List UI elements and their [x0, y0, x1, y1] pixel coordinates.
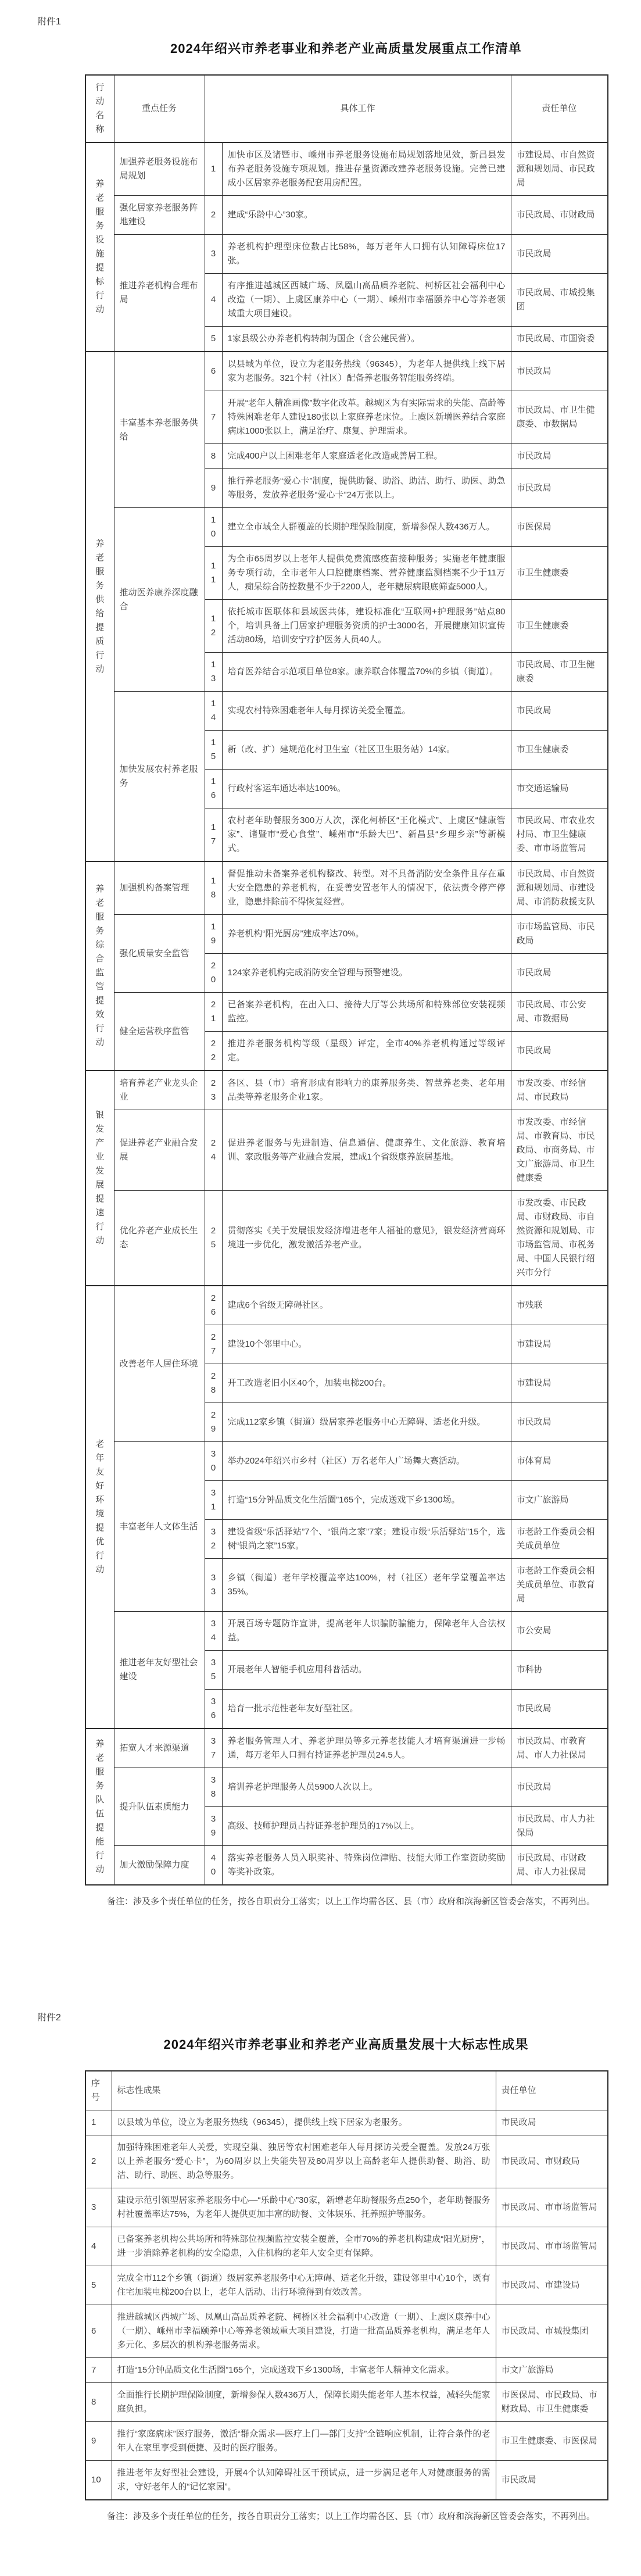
work-text-cell: 乡镇（街道）老年学校覆盖率达100%，村（社区）老年学堂覆盖率达35%。: [222, 1559, 511, 1612]
header-achievement: 标志性成果: [112, 2071, 496, 2110]
work-number-cell: 4: [205, 274, 222, 327]
work-text-cell: 新（改、扩）建规范化村卫生室（社区卫生服务站）14家。: [222, 731, 511, 770]
achievement-text-cell: 已备案养老机构公共场所和特殊部位视频监控安装全覆盖，全市70%的养老机构建成“阳光厨房”，进一步消除养老机构的安全隐患，入住机构的老年人安全更有保障。: [112, 2227, 496, 2266]
attachment2-title: 2024年绍兴市养老事业和养老产业高质量发展十大标志性成果: [163, 2037, 529, 2052]
achievement-row-7: [85, 2358, 608, 2383]
responsible-unit-cell: 市老龄工作委员会相关成员单位、市教育局: [511, 1559, 608, 1612]
achievement-text-cell: 以县域为单位，设立为老服务热线（96345），提供线上线下居家为老服务。: [112, 2110, 496, 2135]
achievement-number-cell: 9: [85, 2422, 112, 2461]
achievement-row-8: [85, 2383, 608, 2422]
achievement-number-cell: 10: [85, 2461, 112, 2500]
key-task-cell: 加强养老服务设施布局规划: [114, 142, 205, 196]
work-text-cell: 建设省级“乐活驿站”7个、“银尚之家”7家；建设市级“乐活驿站”15个，选树“银尚之家”15家。: [222, 1520, 511, 1559]
work-number-cell: 12: [205, 600, 222, 653]
responsible-unit-cell: 市民政局、市建设局: [496, 2266, 608, 2305]
header-key-task: 重点任务: [114, 75, 205, 142]
responsible-unit-cell: 市发改委、市经信局、市教育局、市民政局、市商务局、市文广旅游局、市卫生健康委: [511, 1110, 608, 1191]
work-number-cell: 3: [205, 235, 222, 274]
achievement-row-3: [85, 2188, 608, 2227]
work-number-cell: 8: [205, 444, 222, 469]
attachment2-label: 附件2: [37, 2013, 61, 2023]
work-number-cell: 31: [205, 1481, 222, 1520]
work-number-cell: 24: [205, 1110, 222, 1191]
responsible-unit-cell: 市民政局、市卫生健康委、市数据局: [511, 391, 608, 444]
work-row-10: [85, 508, 608, 547]
responsible-unit-cell: 市民政局: [511, 1768, 608, 1807]
responsible-unit-cell: 市民政局: [511, 692, 608, 731]
work-number-cell: 28: [205, 1364, 222, 1403]
work-text-cell: 养老机构“阳光厨房”建成率达70%。: [222, 915, 511, 954]
responsible-unit-cell: 市卫生健康委: [511, 731, 608, 770]
responsible-unit-cell: 市卫生健康委、市医保局: [496, 2422, 608, 2461]
work-text-cell: 建立全市域全人群覆盖的长期护理保险制度，新增参保人数436万人。: [222, 508, 511, 547]
responsible-unit-cell: 市民政局、市国资委: [511, 327, 608, 352]
work-row-34: [85, 1612, 608, 1651]
work-number-cell: 20: [205, 954, 222, 993]
responsible-unit-cell: 市医保局、市民政局、市财政局、市卫生健康委: [496, 2383, 608, 2422]
achievement-table: [85, 2070, 608, 2500]
key-task-cell: 优化养老产业成长生态: [114, 1191, 205, 1286]
responsible-unit-cell: 市民政局、市公安局、市数据局: [511, 993, 608, 1032]
work-text-cell: 建成“乐龄中心”30家。: [222, 196, 511, 235]
responsible-unit-cell: 市民政局: [511, 1032, 608, 1071]
work-text-cell: 培育一批示范性老年友好型社区。: [222, 1690, 511, 1729]
key-task-cell: 强化质量安全监管: [114, 915, 205, 993]
work-text-cell: 农村老年助餐服务300万人次，深化柯桥区“王化模式”、上虞区“健康管家”、诸暨市“爱心食堂”、嵊州市“乐龄大巴”、新昌县“乡理乡亲”等新模式。: [222, 808, 511, 862]
key-task-cell: 加快发展农村养老服务: [114, 692, 205, 862]
responsible-unit-cell: 市民政局、市市场监管局: [496, 2188, 608, 2227]
action-name-cell-4: 银发产业发展提速行动: [85, 1071, 114, 1286]
work-text-cell: 完成112家乡镇（街道）级居家养老服务中心无障碍、适老化升级。: [222, 1403, 511, 1442]
work-text-cell: 推行养老服务“爱心卡”制度，提供助餐、助浴、助洁、助行、助医、助急等服务，发放养老服务“爱心卡”24万张以上。: [222, 469, 511, 508]
work-text-cell: 督促推动未备案养老机构整改、转型。对不具备消防安全条件且存在重大安全隐患的养老机构，在妥善安置老年人的情况下，依法责令停产停业，隐患排除前不得恢复经营。: [222, 861, 511, 915]
key-task-cell: 提升队伍素质能力: [114, 1768, 205, 1846]
work-number-cell: 13: [205, 653, 222, 692]
work-number-cell: 36: [205, 1690, 222, 1729]
work-number-cell: 7: [205, 391, 222, 444]
responsible-unit-cell: 市民政局: [511, 352, 608, 391]
work-text-cell: 有序推进越城区西城广场、凤凰山高品质养老院、柯桥区社会福利中心改造（一期）、上虞区康养中心（一期）、嵊州市幸福颐养中心等养老领域重大项目建设。: [222, 274, 511, 327]
work-text-cell: 高级、技师护理员占持证养老护理员的17%以上。: [222, 1807, 511, 1846]
achievement-text-cell: 加强特殊困难老年人关爱，实现空巢、独居等农村困难老年人每月探访关爱全覆盖。发放24万张以上养老服务“爱心卡”，为60周岁以上失能失智及80周岁以上高龄老年人提供助餐、助浴、助洁、助行、助医、助急等服务。: [112, 2135, 496, 2188]
responsible-unit-cell: 市民政局、市卫生健康委: [511, 653, 608, 692]
work-number-cell: 27: [205, 1325, 222, 1364]
work-number-cell: 10: [205, 508, 222, 547]
header-responsible-unit: 责任单位: [511, 75, 608, 142]
achievement-number-cell: 2: [85, 2135, 112, 2188]
responsible-unit-cell: 市市场监管局、市民政局: [511, 915, 608, 954]
responsible-unit-cell: 市发改委、市经信局、市民政局: [511, 1071, 608, 1110]
action-name-cell-5: 老年友好环境提优行动: [85, 1286, 114, 1729]
work-text-cell: 开展百场专题防诈宣讲，提高老年人识骗防骗能力，保障老年人合法权益。: [222, 1612, 511, 1651]
work-text-cell: 完成400户以上困难老年人家庭适老化改造或善居工程。: [222, 444, 511, 469]
work-number-cell: 9: [205, 469, 222, 508]
work-number-cell: 37: [205, 1729, 222, 1768]
work-text-cell: 开工改造老旧小区40个，加装电梯200台。: [222, 1364, 511, 1403]
responsible-unit-cell: 市交通运输局: [511, 770, 608, 808]
achievement-text-cell: 建设示范引领型居家养老服务中心—“乐龄中心”30家，新增老年助餐服务点250个，老年助餐服务村社覆盖率达75%，为老年人提供更加丰富的助餐、文体娱乐、托养照护等服务。: [112, 2188, 496, 2227]
achievement-number-cell: 7: [85, 2358, 112, 2383]
responsible-unit-cell: 市民政局: [496, 2461, 608, 2500]
work-number-cell: 14: [205, 692, 222, 731]
achievement-number-cell: 6: [85, 2305, 112, 2358]
work-text-cell: 开展老年人智能手机应用科普活动。: [222, 1651, 511, 1690]
achievement-row-9: [85, 2422, 608, 2461]
work-number-cell: 18: [205, 861, 222, 915]
work-text-cell: 养老服务管理人才、养老护理员等多元养老技能人才培育渠道进一步畅通，每万老年人口拥有持证养老护理员24.5人。: [222, 1729, 511, 1768]
work-number-cell: 25: [205, 1191, 222, 1286]
responsible-unit-cell: 市民政局: [511, 954, 608, 993]
work-number-cell: 17: [205, 808, 222, 862]
work-number-cell: 32: [205, 1520, 222, 1559]
work-number-cell: 2: [205, 196, 222, 235]
work-number-cell: 6: [205, 352, 222, 391]
work-text-cell: 1家县级公办养老机构转制为国企（含公建民营）。: [222, 327, 511, 352]
work-number-cell: 16: [205, 770, 222, 808]
achievement-number-cell: 4: [85, 2227, 112, 2266]
responsible-unit-cell: 市民政局、市人力社保局: [511, 1807, 608, 1846]
work-text-cell: 124家养老机构完成消防安全管理与预警建设。: [222, 954, 511, 993]
key-task-cell: 推动医养康养深度融合: [114, 508, 205, 692]
achievement-text-cell: 推行“家庭病床”医疗服务，激活“群众需求—医疗上门—部门支持”全链响应机制，让符合条件的老年人在家里享受到便捷、及时的医疗服务。: [112, 2422, 496, 2461]
achievement-number-cell: 3: [85, 2188, 112, 2227]
work-number-cell: 30: [205, 1442, 222, 1481]
work-row-25: [85, 1191, 608, 1286]
responsible-unit-cell: 市民政局: [511, 444, 608, 469]
responsible-unit-cell: 市建设局、市自然资源和规划局、市民政局: [511, 142, 608, 196]
work-row-38: [85, 1768, 608, 1807]
work-number-cell: 22: [205, 1032, 222, 1071]
work-row-3: [85, 235, 608, 274]
achievement-number-cell: 1: [85, 2110, 112, 2135]
responsible-unit-cell: 市文广旅游局: [496, 2358, 608, 2383]
work-text-cell: 加快市区及诸暨市、嵊州市养老服务设施布局规划落地见效，新昌县发布养老服务设施专项规划。推进存量资源改建养老服务设施。完善已建成小区居家养老服务配套用房配置。: [222, 142, 511, 196]
responsible-unit-cell: 市民政局、市教育局、市人力社保局: [511, 1729, 608, 1768]
work-text-cell: 各区、县（市）培育形成有影响力的康养服务类、智慧养老类、老年用品类等养老服务企业1家。: [222, 1071, 511, 1110]
work-row-2: [85, 196, 608, 235]
work-number-cell: 1: [205, 142, 222, 196]
work-text-cell: 依托城市医联体和县域医共体，建设标准化“互联网+护理服务”站点80个，培训具备上门居家护理服务资质的护士3000名，开展健康知识宣传活动80场，培训安宁疗护医务人员40人。: [222, 600, 511, 653]
key-task-cell: 推进养老机构合理布局: [114, 235, 205, 352]
achievement-text-cell: 打造“15分钟品质文化生活圈”165个，完成送戏下乡1300场，丰富老年人精神文化需求。: [112, 2358, 496, 2383]
action-name-cell-6: 养老服务队伍提能行动: [85, 1729, 114, 1885]
responsible-unit-cell: 市建设局: [511, 1325, 608, 1364]
responsible-unit-cell: 市民政局、市农业农村局、市卫生健康委、市市场监管局: [511, 808, 608, 862]
achievement-row-4: [85, 2227, 608, 2266]
work-text-cell: 已备案养老机构，在出入口、接待大厅等公共场所和特殊部位安装视频监控。: [222, 993, 511, 1032]
attachment-gap: [0, 1909, 641, 2002]
attachment1-title-wrap: [85, 27, 607, 74]
work-text-cell: 开展“老年人精准画像”数字化改革。越城区为有实际需求的失能、高龄等特殊困难老年人建设180张以上家庭养老床位。上虞区新增医养结合家庭病床1000张以上，满足治疗、康复、护理需求。: [222, 391, 511, 444]
work-text-cell: 培育医养结合示范项目单位8家。康养联合体覆盖70%的乡镇（街道）。: [222, 653, 511, 692]
achievement-row-10: [85, 2461, 608, 2500]
work-text-cell: 举办2024年绍兴市乡村（社区）万名老年人广场舞大赛活动。: [222, 1442, 511, 1481]
work-list-header-row: [85, 75, 608, 142]
key-task-cell: 健全运营秩序监管: [114, 993, 205, 1071]
work-number-cell: 39: [205, 1807, 222, 1846]
responsible-unit-cell: 市民政局、市城投集团: [511, 274, 608, 327]
responsible-unit-cell: 市文广旅游局: [511, 1481, 608, 1520]
work-row-18: [85, 861, 608, 915]
attachment1-note: 备注：涉及多个责任单位的任务，按各自职责分工落实；以上工作均需各区、县（市）政府和滨海新区管委会落实，不再列出。: [107, 1897, 596, 1906]
responsible-unit-cell: 市民政局、市财政局: [496, 2135, 608, 2188]
action-name-cell-1: 养老服务设施提标行动: [85, 142, 114, 352]
work-row-40: [85, 1846, 608, 1886]
work-number-cell: 34: [205, 1612, 222, 1651]
achievement-row-1: [85, 2110, 608, 2135]
responsible-unit-cell: 市残联: [511, 1286, 608, 1325]
responsible-unit-cell: 市民政局、市市场监管局: [496, 2227, 608, 2266]
work-text-cell: 贯彻落实《关于发展银发经济增进老年人福祉的意见》，银发经济营商环境进一步优化，激发激活养老产业。: [222, 1191, 511, 1286]
attachment1-label: 附件1: [37, 17, 61, 27]
work-row-1: [85, 142, 608, 196]
achievement-text-cell: 完成全市112个乡镇（街道）级居家养老服务中心无障碍、适老化升级，建设邻里中心10个，既有住宅加装电梯200台以上，老年人活动、出行环境得到有效改善。: [112, 2266, 496, 2305]
work-number-cell: 40: [205, 1846, 222, 1886]
responsible-unit-cell: 市发改委、市民政局、市财政局、市自然资源和规划局、市市场监管局、市税务局、中国人民银行绍兴市分行: [511, 1191, 608, 1286]
work-number-cell: 11: [205, 547, 222, 600]
responsible-unit-cell: 市民政局: [511, 1403, 608, 1442]
achievement-text-cell: 推进越城区西城广场、凤凰山高品质养老院、柯桥区社会福利中心改造（一期）、上虞区康养中心（一期）、嵊州市幸福颐养中心等养老领域重大项目建设，打造一批高品质养老机构，满足老年人多元化、多层次的机构养老服务需求。: [112, 2305, 496, 2358]
achievement-text-cell: 推进老年友好型社会建设，开展4个认知障碍社区干预试点，进一步满足老年人对健康服务的需求，守好老年人的“记忆家园”。: [112, 2461, 496, 2500]
attachment1-title: 2024年绍兴市养老事业和养老产业高质量发展重点工作清单: [170, 41, 522, 56]
bottom-padding: [0, 2524, 641, 2576]
work-text-cell: 养老机构护理型床位数占比58%，每万老年人口拥有认知障碍床位17张。: [222, 235, 511, 274]
work-number-cell: 35: [205, 1651, 222, 1690]
key-task-cell: 丰富基本养老服务供给: [114, 352, 205, 508]
work-number-cell: 5: [205, 327, 222, 352]
work-text-cell: 建成6个省级无障碍社区。: [222, 1286, 511, 1325]
responsible-unit-cell: 市民政局: [511, 1690, 608, 1729]
header-responsible-unit-2: 责任单位: [496, 2071, 608, 2110]
header-specific-work: 具体工作: [205, 75, 511, 142]
work-row-19: [85, 915, 608, 954]
attachment2-note: 备注：涉及多个责任单位的任务，按各自职责分工落实；以上工作均需各区、县（市）政府和滨海新区管委会落实，不再列出。: [107, 2511, 596, 2521]
header-serial-no: 序号: [85, 2071, 112, 2110]
work-number-cell: 21: [205, 993, 222, 1032]
achievement-text-cell: 全面推行长期护理保险制度，新增参保人数436万人，保障长期失能老年人基本权益，减轻失能家庭负担。: [112, 2383, 496, 2422]
work-text-cell: 以县域为单位，设立为老服务热线（96345），为老年人提供线上线下居家为老服务。321个村（社区）配备养老服务智能服务终端。: [222, 352, 511, 391]
responsible-unit-cell: 市公安局: [511, 1612, 608, 1651]
work-text-cell: 为全市65周岁以上老年人提供免费流感疫苗接种服务；实施老年健康服务专项行动，全市老年人口腔健康档案、营养健康监测档案不少于11万人，痴呆综合防控数量不少于2200人，老年糖尿病眼底筛查5000人。: [222, 547, 511, 600]
responsible-unit-cell: 市民政局: [496, 2110, 608, 2135]
work-text-cell: 实现农村特殊困难老年人每月探访关爱全覆盖。: [222, 692, 511, 731]
responsible-unit-cell: 市卫生健康委: [511, 600, 608, 653]
work-text-cell: 落实养老服务人员入职奖补、特殊岗位津贴、技能大师工作室资助奖励等奖补政策。: [222, 1846, 511, 1886]
work-text-cell: 培训养老护理服务人员5900人次以上。: [222, 1768, 511, 1807]
responsible-unit-cell: 市体育局: [511, 1442, 608, 1481]
key-task-cell: 丰富老年人文体生活: [114, 1442, 205, 1612]
responsible-unit-cell: 市民政局、市城投集团: [496, 2305, 608, 2358]
achievement-number-cell: 8: [85, 2383, 112, 2422]
work-text-cell: 行政村客运车通达率达100%。: [222, 770, 511, 808]
responsible-unit-cell: 市民政局: [511, 235, 608, 274]
achievement-row-5: [85, 2266, 608, 2305]
work-number-cell: 19: [205, 915, 222, 954]
responsible-unit-cell: 市民政局、市自然资源和规划局、市建设局、市消防救援支队: [511, 861, 608, 915]
key-task-cell: 改善老年人居住环境: [114, 1286, 205, 1442]
achievement-row-6: [85, 2305, 608, 2358]
attachment2-title-wrap: [85, 2023, 607, 2070]
responsible-unit-cell: 市民政局、市财政局、市人力社保局: [511, 1846, 608, 1886]
work-row-26: [85, 1286, 608, 1325]
work-row-24: [85, 1110, 608, 1191]
work-row-23: [85, 1071, 608, 1110]
responsible-unit-cell: 市卫生健康委: [511, 547, 608, 600]
responsible-unit-cell: 市科协: [511, 1651, 608, 1690]
work-text-cell: 打造“15分钟品质文化生活圈”165个，完成送戏下乡1300场。: [222, 1481, 511, 1520]
action-name-cell-2: 养老服务供给提质行动: [85, 352, 114, 861]
key-task-cell: 拓宽人才来源渠道: [114, 1729, 205, 1768]
work-number-cell: 15: [205, 731, 222, 770]
work-number-cell: 26: [205, 1286, 222, 1325]
responsible-unit-cell: 市老龄工作委员会相关成员单位: [511, 1520, 608, 1559]
achievement-number-cell: 5: [85, 2266, 112, 2305]
responsible-unit-cell: 市医保局: [511, 508, 608, 547]
achievement-header-row: [85, 2071, 608, 2110]
responsible-unit-cell: 市建设局: [511, 1364, 608, 1403]
work-row-21: [85, 993, 608, 1032]
work-list-table: [85, 74, 608, 1886]
work-number-cell: 38: [205, 1768, 222, 1807]
work-text-cell: 推进养老服务机构等级（星级）评定，全市40%养老机构通过等级评定。: [222, 1032, 511, 1071]
work-number-cell: 33: [205, 1559, 222, 1612]
work-number-cell: 29: [205, 1403, 222, 1442]
responsible-unit-cell: 市民政局、市财政局: [511, 196, 608, 235]
key-task-cell: 加强机构备案管理: [114, 861, 205, 915]
achievement-row-2: [85, 2135, 608, 2188]
key-task-cell: 加大激励保障力度: [114, 1846, 205, 1886]
work-text-cell: 建设10个邻里中心。: [222, 1325, 511, 1364]
header-action-name: 行动名称: [85, 75, 114, 142]
responsible-unit-cell: 市民政局: [511, 469, 608, 508]
work-text-cell: 促进养老服务与先进制造、信息通信、健康养生、文化旅游、教育培训、家政服务等产业融合发展，建成1个省级康养旅居基地。: [222, 1110, 511, 1191]
work-row-30: [85, 1442, 608, 1481]
key-task-cell: 强化居家养老服务阵地建设: [114, 196, 205, 235]
key-task-cell: 推进老年友好型社会建设: [114, 1612, 205, 1729]
work-row-37: [85, 1729, 608, 1768]
action-name-cell-3: 养老服务综合监管提效行动: [85, 861, 114, 1071]
work-row-6: [85, 352, 608, 391]
work-row-14: [85, 692, 608, 731]
work-number-cell: 23: [205, 1071, 222, 1110]
key-task-cell: 培育养老产业龙头企业: [114, 1071, 205, 1110]
key-task-cell: 促进养老产业融合发展: [114, 1110, 205, 1191]
